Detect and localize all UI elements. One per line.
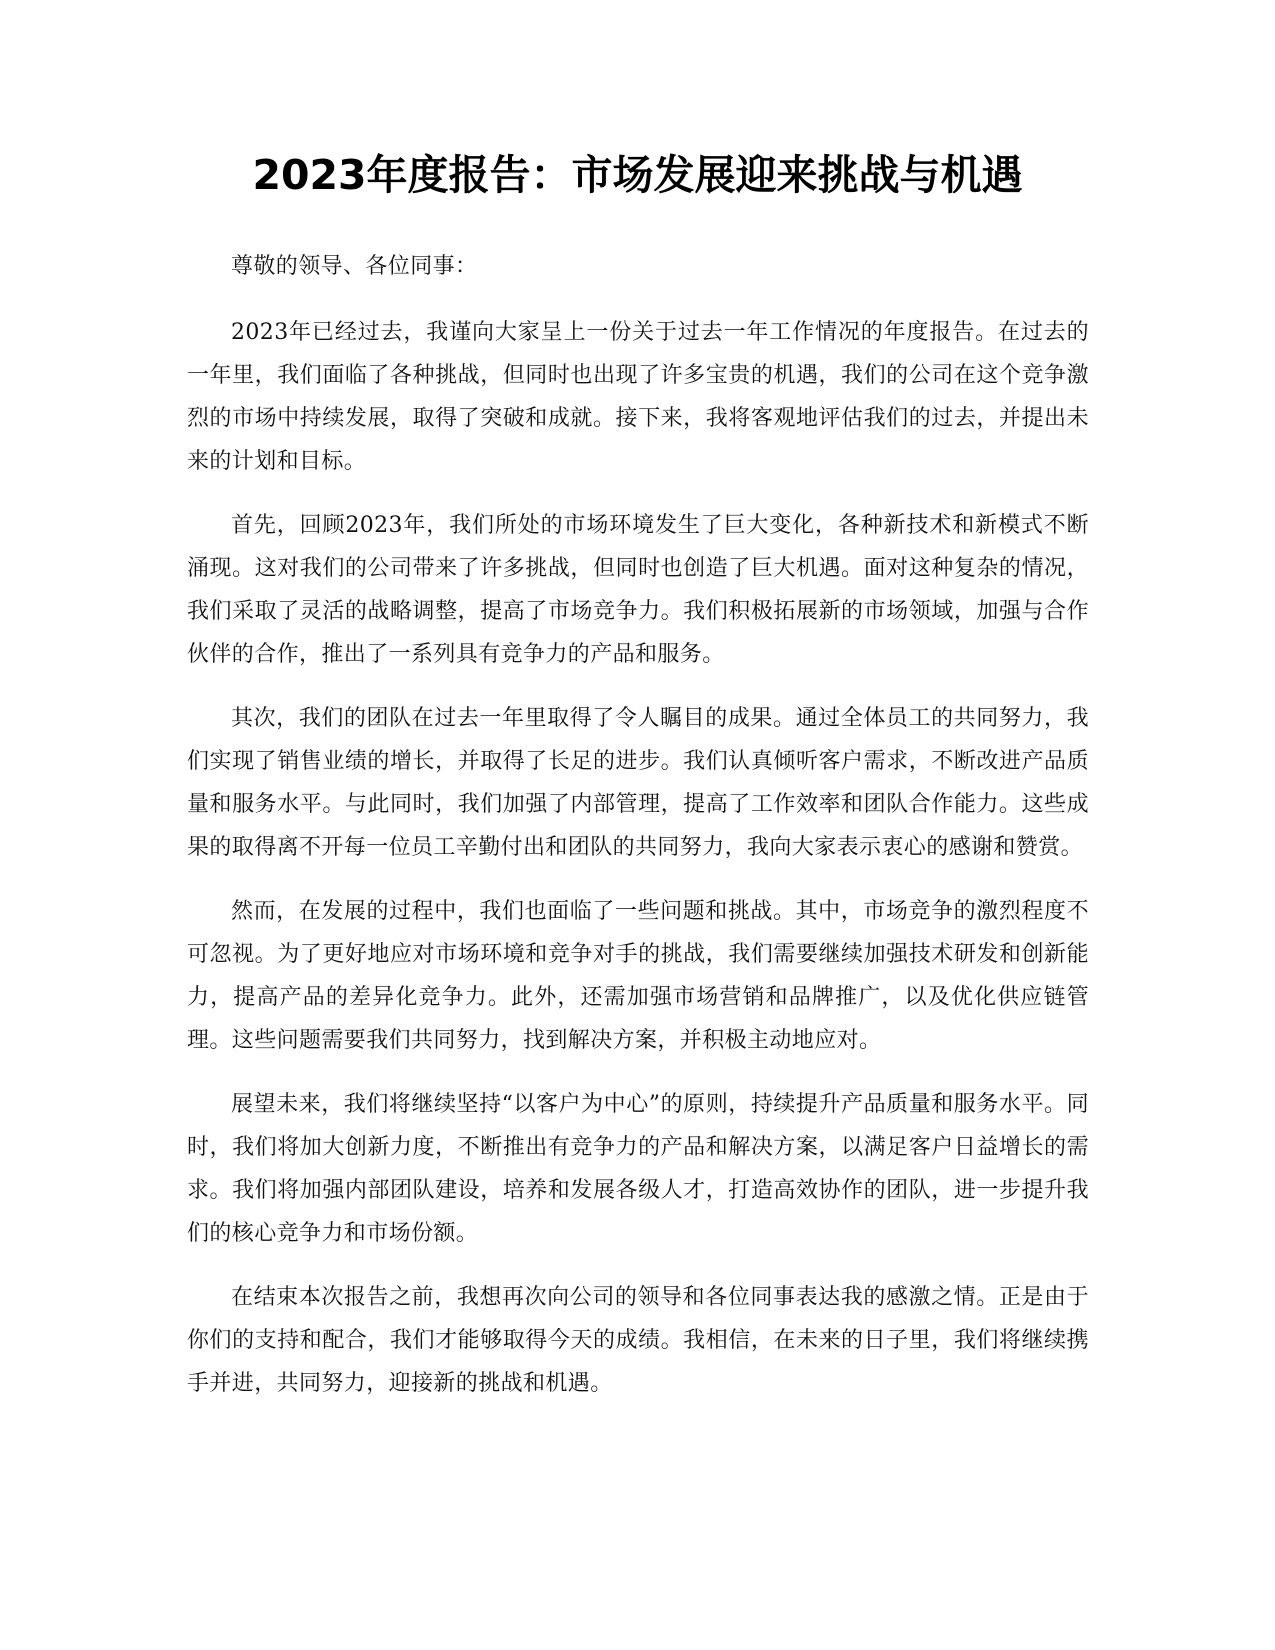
paragraph-challenges: 然而，在发展的过程中，我们也面临了一些问题和挑战。其中，市场竞争的激烈程度不可忽视。为了更好地应对市场环境和竞争对手的挑战，我们需要继续加强技术研发和创新能力，提高产品的差异化竞争力。此外，还需加强市场营销和品牌推广，以及优化供应链管理。这些问题需要我们共同努力，找到解决方案，并积极主动地应对。	[187, 899, 1089, 1053]
document-title: 2023年度报告：市场发展迎来挑战与机遇	[252, 151, 1023, 199]
greeting: 尊敬的领导、各位同事：	[231, 254, 478, 279]
paragraph-intro: 2023年已经过去，我谨向大家呈上一份关于过去一年工作情况的年度报告。在过去的一年里，我们面临了各种挑战，但同时也出现了许多宝贵的机遇，我们的公司在这个竞争激烈的市场中持续发展，取得了突破和成就。接下来，我将客观地评估我们的过去，并提出未来的计划和目标。	[187, 320, 1089, 474]
paragraph-outlook: 展望未来，我们将继续坚持“以客户为中心”的原则，持续提升产品质量和服务水平。同时，我们将加大创新力度，不断推出有竞争力的产品和解决方案，以满足客户日益增长的需求。我们将加强内部团队建设，培养和发展各级人才，打造高效协作的团队，进一步提升我们的核心竞争力和市场份额。	[187, 1092, 1089, 1246]
paragraph-market-review: 首先，回顾2023年，我们所处的市场环境发生了巨大变化，各种新技术和新模式不断涌现。这对我们的公司带来了许多挑战，但同时也创造了巨大机遇。面对这种复杂的情况，我们采取了灵活的战略调整，提高了市场竞争力。我们积极拓展新的市场领域，加强与合作伙伴的合作，推出了一系列具有竞争力的产品和服务。	[187, 513, 1089, 667]
document-body	[187, 245, 1089, 1426]
paragraph-closing: 在结束本次报告之前，我想再次向公司的领导和各位同事表达我的感激之情。正是由于你们的支持和配合，我们才能够取得今天的成绩。我相信，在未来的日子里，我们将继续携手并进，共同努力，迎接新的挑战和机遇。	[187, 1285, 1089, 1396]
paragraph-team-achievements: 其次，我们的团队在过去一年里取得了令人瞩目的成果。通过全体员工的共同努力，我们实现了销售业绩的增长，并取得了长足的进步。我们认真倾听客户需求，不断改进产品质量和服务水平。与此同时，我们加强了内部管理，提高了工作效率和团队合作能力。这些成果的取得离不开每一位员工辛勤付出和团队的共同努力，我向大家表示衷心的感谢和赞赏。	[187, 706, 1089, 860]
